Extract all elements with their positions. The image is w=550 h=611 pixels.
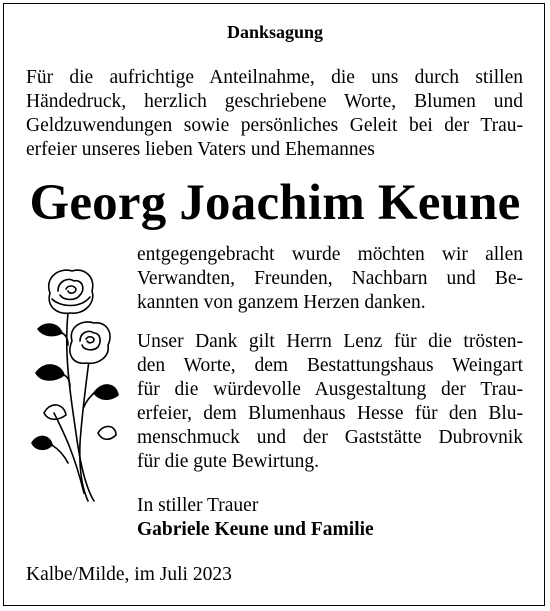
notice-heading: Danksagung [226,22,324,42]
signature-intro: In stiller Trauer [137,495,259,516]
thanks-line: entgegengebracht wurde möchten wir allen [137,244,523,265]
special-thanks-line: Unser Dank gilt Herrn Lenz für die trösten- [137,331,523,352]
thanks-line: Verwandten, Freunden, Nachbarn und Be- [137,268,523,289]
special-thanks-line: für die gute Bewirtung. [137,451,319,472]
place-date: Kalbe/Milde, im Juli 2023 [26,564,232,585]
thanks-line: kannten von ganzem Herzen danken. [137,292,426,313]
intro-line: Händedruck, herzlich geschriebene Worte, Blumen und [26,91,523,112]
special-thanks-line: den Worte, dem Bestattungshaus Weingart [137,355,523,376]
rose-icon [24,263,120,505]
intro-line: Geldzuwendungen sowie persönliches Geleit bei der Trau- [26,115,523,136]
signature-name: Gabriele Keune und Familie [137,519,374,540]
intro-line: erfeier unseres lieben Vaters und Ehemannes [26,139,375,160]
intro-line: Für die aufrichtige Anteilnahme, die uns durch stillen [26,67,523,88]
special-thanks-line: für die würdevolle Ausgestaltung der Trau- [137,379,523,400]
special-thanks-line: erfeier, dem Blumenhaus Hesse für den Blu- [137,403,523,424]
special-thanks-line: menschmuck und der Gaststätte Dubrovnik [137,427,523,448]
deceased-name: Georg Joachim Keune [29,175,521,231]
